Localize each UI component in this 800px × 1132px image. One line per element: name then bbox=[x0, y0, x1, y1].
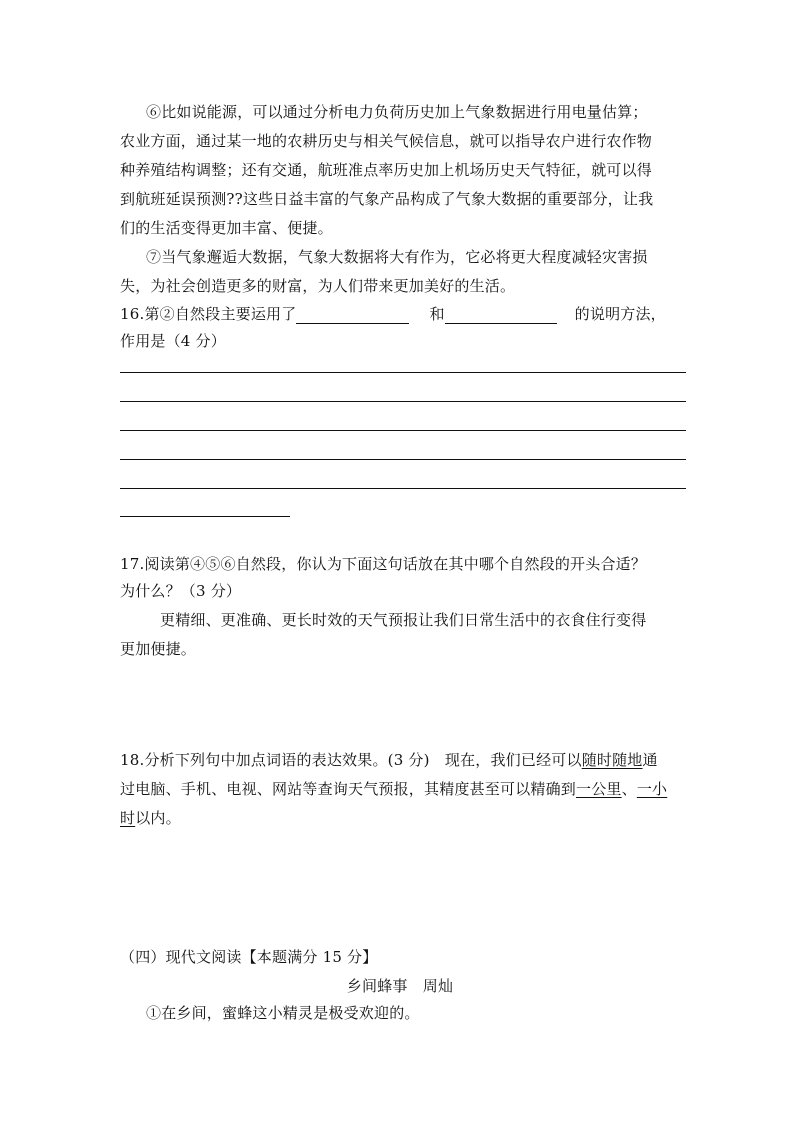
question-16-line-1 bbox=[120, 304, 666, 324]
paragraph-6-line: 们的生活变得更加丰富、便捷。 bbox=[120, 219, 333, 237]
question-17-line-1: 17.阅读第④⑤⑥自然段，你认为下面这句话放在其中哪个自然段的开头合适？ bbox=[120, 555, 647, 573]
paragraph-6-line: ⑥比如说能源，可以通过分析电力负荷历史加上气象数据进行用电量估算； bbox=[146, 103, 648, 121]
paragraph-6-line: 到航班延误预测??这些日益丰富的气象产品构成了气象大数据的重要部分，让我 bbox=[120, 190, 654, 208]
paragraph-7-line: ⑦当气象邂逅大数据，气象大数据将大有作为，它必将更大程度减轻灾害损 bbox=[146, 248, 648, 266]
answer-blank[interactable] bbox=[445, 307, 557, 324]
answer-line[interactable] bbox=[120, 459, 686, 460]
paragraph-6-line: 种养殖结构调整；还有交通，航班准点率历史加上机场历史天气特征，就可以得 bbox=[120, 161, 653, 179]
question-17-quote: 更加便捷。 bbox=[120, 640, 197, 658]
question-16-prefix: 16.第②自然段主要运用了 bbox=[120, 305, 297, 323]
question-16-suffix: 的说明方法， bbox=[574, 305, 666, 323]
question-18-text: 、 bbox=[621, 780, 637, 798]
question-18-text: 通 bbox=[642, 751, 658, 769]
dotted-word: 随时随地 bbox=[581, 751, 643, 769]
dotted-word: 一公里 bbox=[576, 780, 622, 798]
question-18-line-2 bbox=[120, 779, 667, 799]
paragraph-6-line: 农业方面，通过某一地的农耕历史与相关气候信息，就可以指导农户进行农作物 bbox=[120, 132, 653, 150]
section-4-header: （四）现代文阅读【本题满分 15 分】 bbox=[120, 948, 378, 966]
question-17-line-2: 为什么？（3 分） bbox=[120, 582, 242, 600]
answer-line[interactable] bbox=[120, 372, 686, 373]
answer-line[interactable] bbox=[120, 516, 290, 517]
question-16-and: 和 bbox=[429, 305, 445, 323]
paragraph-7-line: 失，为社会创造更多的财富，为人们带来更加美好的生活。 bbox=[120, 277, 516, 295]
question-16-line-2: 作用是（4 分） bbox=[120, 332, 226, 350]
question-17-quote: 更精细、更准确、更长时效的天气预报让我们日常生活中的衣食住行变得 bbox=[160, 611, 647, 629]
article-title: 乡间蜂事 周灿 bbox=[346, 977, 454, 995]
question-18-text: 过电脑、手机、电视、网站等查询天气预报，其精度甚至可以精确到 bbox=[120, 780, 577, 798]
question-18-line-3 bbox=[120, 808, 181, 828]
question-18-text: 以内。 bbox=[135, 809, 181, 827]
answer-blank[interactable] bbox=[296, 307, 409, 324]
answer-line[interactable] bbox=[120, 488, 686, 489]
answer-line[interactable] bbox=[120, 430, 686, 431]
dotted-word: 一小 bbox=[636, 780, 668, 798]
question-18-line-1 bbox=[120, 750, 658, 770]
answer-line[interactable] bbox=[120, 401, 686, 402]
question-18-text: 18.分析下列句中加点词语的表达效果。(3 分) 现在，我们已经可以 bbox=[120, 751, 582, 769]
article-paragraph-1: ①在乡间，蜜蜂这小精灵是极受欢迎的。 bbox=[146, 1004, 420, 1022]
dotted-word: 时 bbox=[120, 809, 136, 827]
